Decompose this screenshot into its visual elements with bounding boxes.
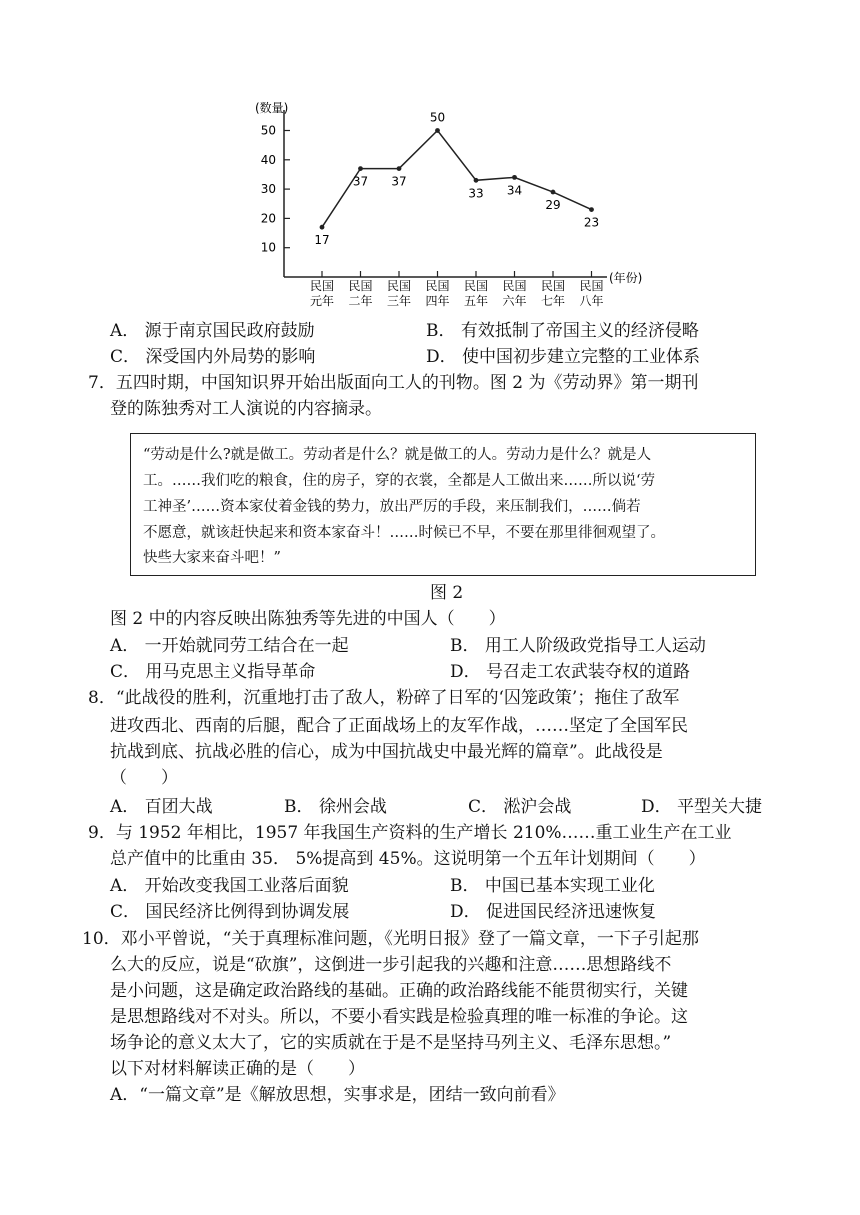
quote-line-4: 不愿意，就该赶快起来和资本家奋斗！……时候已不早，不要在那里徘徊观望了。: [143, 525, 665, 541]
x-tick-label-top: 民国: [540, 279, 566, 293]
y-tick-label: 50: [260, 123, 276, 138]
x-tick-label-bottom: 元年: [309, 294, 335, 308]
q8-option-a[interactable]: A． 百团大战: [110, 797, 213, 817]
q10-stem-line-1: 10．邓小平曾说，“关于真理标准问题，《光明日报》登了一篇文章，一下子引起那: [82, 929, 699, 949]
q9-option-c[interactable]: C． 国民经济比例得到协调发展: [110, 902, 350, 922]
q10-option-a[interactable]: A．“一篇文章”是《解放思想，实事求是，团结一致向前看》: [110, 1085, 565, 1105]
q10-stem-line-2: 么大的反应，说是“砍旗”，这倒进一步引起我的兴趣和注意……思想路线不: [110, 955, 672, 975]
q7-question: 图 2 中的内容反映出陈独秀等先进的中国人（ ）: [110, 609, 506, 629]
data-point: [551, 190, 556, 195]
q10-stem-line-4: 是思想路线对不对头。所以，不要小看实践是检验真理的唯一标准的争论。这: [110, 1007, 688, 1027]
q8-option-c[interactable]: C． 淞沪会战: [468, 797, 572, 817]
q6-option-b[interactable]: B． 有效抵制了帝国主义的经济侵略: [426, 321, 699, 341]
y-tick-label: 20: [260, 211, 276, 226]
y-tick-label: 40: [260, 152, 276, 167]
q7-option-a[interactable]: A． 一开始就同劳工结合在一起: [110, 636, 349, 656]
x-tick-label-top: 民国: [386, 279, 412, 293]
q9-stem-line-1: 9．与 1952 年相比，1957 年我国生产资料的生产增长 210%……重工业生产在工业: [88, 823, 732, 843]
quote-line-2: 工。……我们吃的粮食，住的房子，穿的衣裳，全都是人工做出来……所以说‘劳: [143, 473, 656, 489]
q10-stem-line-3: 是小问题，这是确定政治路线的基础。正确的政治路线能不能贯彻实行，关键: [110, 981, 688, 1001]
data-label: 50: [429, 110, 446, 125]
data-label: 34: [506, 183, 523, 198]
x-tick-label-top: 民国: [309, 279, 335, 293]
data-label: 23: [583, 215, 600, 230]
q7-stem-line-1: 7．五四时期，中国知识界开始出版面向工人的刊物。图 2 为《劳动界》第一期刊: [88, 373, 699, 393]
data-label: 37: [352, 174, 369, 189]
q7-option-d[interactable]: D． 号召走工农武装夺权的道路: [450, 662, 691, 682]
y-tick-label: 10: [260, 240, 276, 255]
data-point: [512, 175, 517, 180]
quote-line-1: “劳动是什么?就是做工。劳动者是什么？就是做工的人。劳动力是什么？就是人: [143, 447, 652, 463]
data-label: 33: [468, 186, 484, 201]
data-point: [358, 166, 363, 171]
x-tick-label-bottom: 七年: [540, 294, 566, 308]
data-point: [397, 166, 402, 171]
x-axis-label: (年份): [609, 271, 643, 285]
x-tick-label-bottom: 八年: [579, 294, 604, 308]
x-tick-label-bottom: 三年: [386, 294, 412, 308]
q8-stem-line-3: 抗战到底、抗战必胜的信心，成为中国抗战史中最光辉的篇章”。此战役是: [110, 742, 663, 762]
quote-line-3: 工神圣’……资本家仗着金钱的势力，放出严厉的手段，来压制我们，……倘若: [143, 499, 641, 515]
q9-option-b[interactable]: B． 中国已基本实现工业化: [450, 876, 655, 896]
x-tick-label-bottom: 二年: [348, 294, 373, 308]
x-tick-label-top: 民国: [502, 279, 527, 293]
quote-line-5: 快些大家来奋斗吧！”: [143, 550, 281, 566]
figure-caption: 图 2: [430, 583, 464, 603]
q7-stem-line-2: 登的陈独秀对工人演说的内容摘录。: [110, 399, 382, 419]
y-axis-label: (数量): [255, 101, 289, 115]
q10-question: 以下对材料解读正确的是（ ）: [110, 1059, 365, 1079]
q7-option-b[interactable]: B． 用工人阶级政党指导工人运动: [450, 636, 706, 656]
q8-option-d[interactable]: D． 平型关大捷: [641, 797, 763, 817]
q8-answer-blank: （ ）: [110, 768, 178, 788]
q6-option-d[interactable]: D． 使中国初步建立完整的工业体系: [426, 347, 701, 367]
q9-option-a[interactable]: A． 开始改变我国工业落后面貌: [110, 876, 349, 896]
q8-stem-line-1: 8．“此战役的胜利，沉重地打击了敌人，粉碎了日军的‘囚笼政策’；拖住了敌军: [88, 688, 680, 708]
q9-option-d[interactable]: D． 促进国民经济迅速恢复: [450, 902, 657, 922]
data-point: [589, 207, 594, 212]
x-tick-label-top: 民国: [348, 279, 373, 293]
y-tick-label: 30: [260, 182, 276, 197]
data-point: [320, 225, 325, 230]
q8-option-b[interactable]: B． 徐州会战: [284, 797, 387, 817]
data-point: [435, 128, 440, 133]
data-label: 29: [545, 198, 561, 213]
q6-option-c[interactable]: C． 深受国内外局势的影响: [110, 347, 316, 367]
q6-option-a[interactable]: A． 源于南京国民政府鼓励: [110, 321, 315, 341]
data-point: [474, 178, 479, 183]
q10-stem-line-5: 场争论的意义太大了，它的实质就在于是不是坚持马列主义、毛泽东思想。”: [110, 1033, 672, 1053]
q9-stem-line-2: 总产值中的比重由 35． 5%提高到 45%。这说明第一个五年计划期间（ ）: [110, 849, 706, 869]
x-tick-label-top: 民国: [579, 279, 604, 293]
data-label: 37: [391, 174, 407, 189]
x-tick-label-bottom: 四年: [425, 294, 450, 308]
data-label: 17: [314, 233, 330, 248]
q7-option-c[interactable]: C． 用马克思主义指导革命: [110, 662, 316, 682]
line-chart: [0, 0, 860, 320]
x-tick-label-top: 民国: [425, 279, 450, 293]
q8-stem-line-2: 进攻西北、西南的后腿，配合了正面战场上的友军作战，……坚定了全国军民: [110, 716, 688, 736]
x-tick-label-bottom: 五年: [463, 294, 489, 308]
x-tick-label-bottom: 六年: [502, 294, 527, 308]
x-tick-label-top: 民国: [463, 279, 489, 293]
